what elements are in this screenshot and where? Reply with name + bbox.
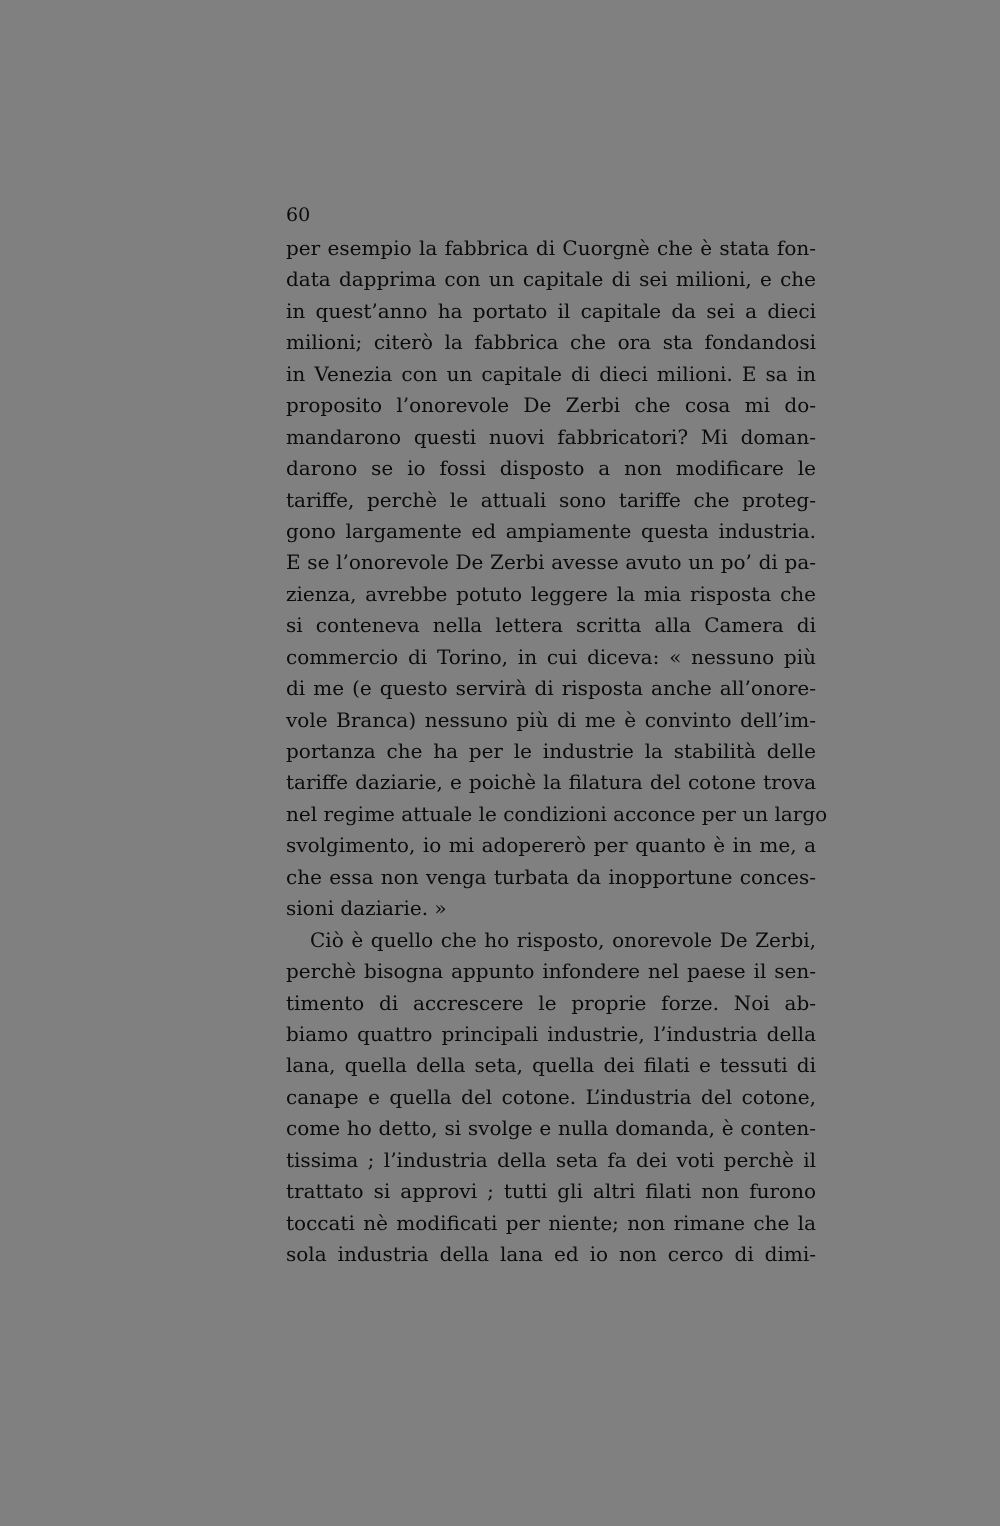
- text-line: toccati nè modificati per niente; non rimane che la: [286, 1210, 816, 1235]
- text-line: come ho detto, si svolge e nulla domanda, è conten-: [286, 1116, 816, 1141]
- text-line: tariffe, perchè le attuali sono tariffe che proteg-: [286, 487, 816, 512]
- text-line: svolgimento, io mi adopererò per quanto è in me, a: [286, 833, 816, 858]
- text-line: E se l’onorevole De Zerbi avesse avuto un po’ di pa-: [286, 550, 816, 575]
- text-line: mandarono questi nuovi fabbricatori? Mi doman-: [286, 424, 816, 449]
- text-line: proposito l’onorevole De Zerbi che cosa mi do-: [286, 393, 816, 418]
- text-line: Ciò è quello che ho risposto, onorevole De Zerbi,: [310, 927, 816, 952]
- text-line: zienza, avrebbe potuto leggere la mia risposta che: [286, 581, 816, 606]
- text-line: nel regime attuale le condizioni acconce per un largo: [286, 801, 828, 826]
- text-line: sola industria della lana ed io non cerco di dimi-: [286, 1242, 816, 1266]
- text-line: si conteneva nella lettera scritta alla Camera di: [286, 613, 816, 638]
- page-number: 60: [286, 204, 311, 226]
- text-line: che essa non venga turbata da inopportune conces-: [286, 864, 816, 889]
- text-line: per esempio la fabbrica di Cuorgnè che è stata fon-: [286, 236, 816, 260]
- text-line: in Venezia con un capitale di dieci milioni. E sa in: [286, 361, 816, 386]
- text-line: timento di accrescere le proprie forze. Noi ab-: [286, 990, 816, 1015]
- text-line: sioni daziarie. »: [286, 896, 447, 921]
- text-line: tissima ; l’industria della seta fa dei voti perchè il: [286, 1147, 816, 1172]
- text-line: di me (e questo servirà di risposta anche all’onore-: [286, 676, 816, 701]
- text-line: biamo quattro principali industrie, l’industria della: [286, 1021, 816, 1046]
- text-line: tariffe daziarie, e poichè la filatura del cotone trova: [286, 770, 816, 795]
- body-text: [286, 233, 828, 1270]
- text-line: perchè bisogna appunto infondere nel paese il sen-: [286, 959, 816, 984]
- text-line: canape e quella del cotone. L’industria del cotone,: [286, 1084, 816, 1109]
- text-line: darono se io fossi disposto a non modificare le: [286, 456, 816, 481]
- text-line: portanza che ha per le industrie la stabilità delle: [286, 739, 816, 763]
- text-line: in quest’anno ha portato il capitale da sei a dieci: [286, 298, 816, 323]
- text-line: milioni; citerò la fabbrica che ora sta fondandosi: [286, 330, 816, 355]
- text-line: data dapprima con un capitale di sei milioni, e che: [286, 267, 816, 292]
- text-line: trattato si approvi ; tutti gli altri filati non furono: [286, 1179, 816, 1204]
- text-line: vole Branca) nessuno più di me è convinto dell’im-: [286, 707, 816, 732]
- text-line: commercio di Torino, in cui diceva: « nessuno più: [286, 644, 816, 669]
- text-line: gono largamente ed ampiamente questa industria.: [286, 518, 816, 543]
- text-line: lana, quella della seta, quella dei filati e tessuti di: [286, 1053, 816, 1078]
